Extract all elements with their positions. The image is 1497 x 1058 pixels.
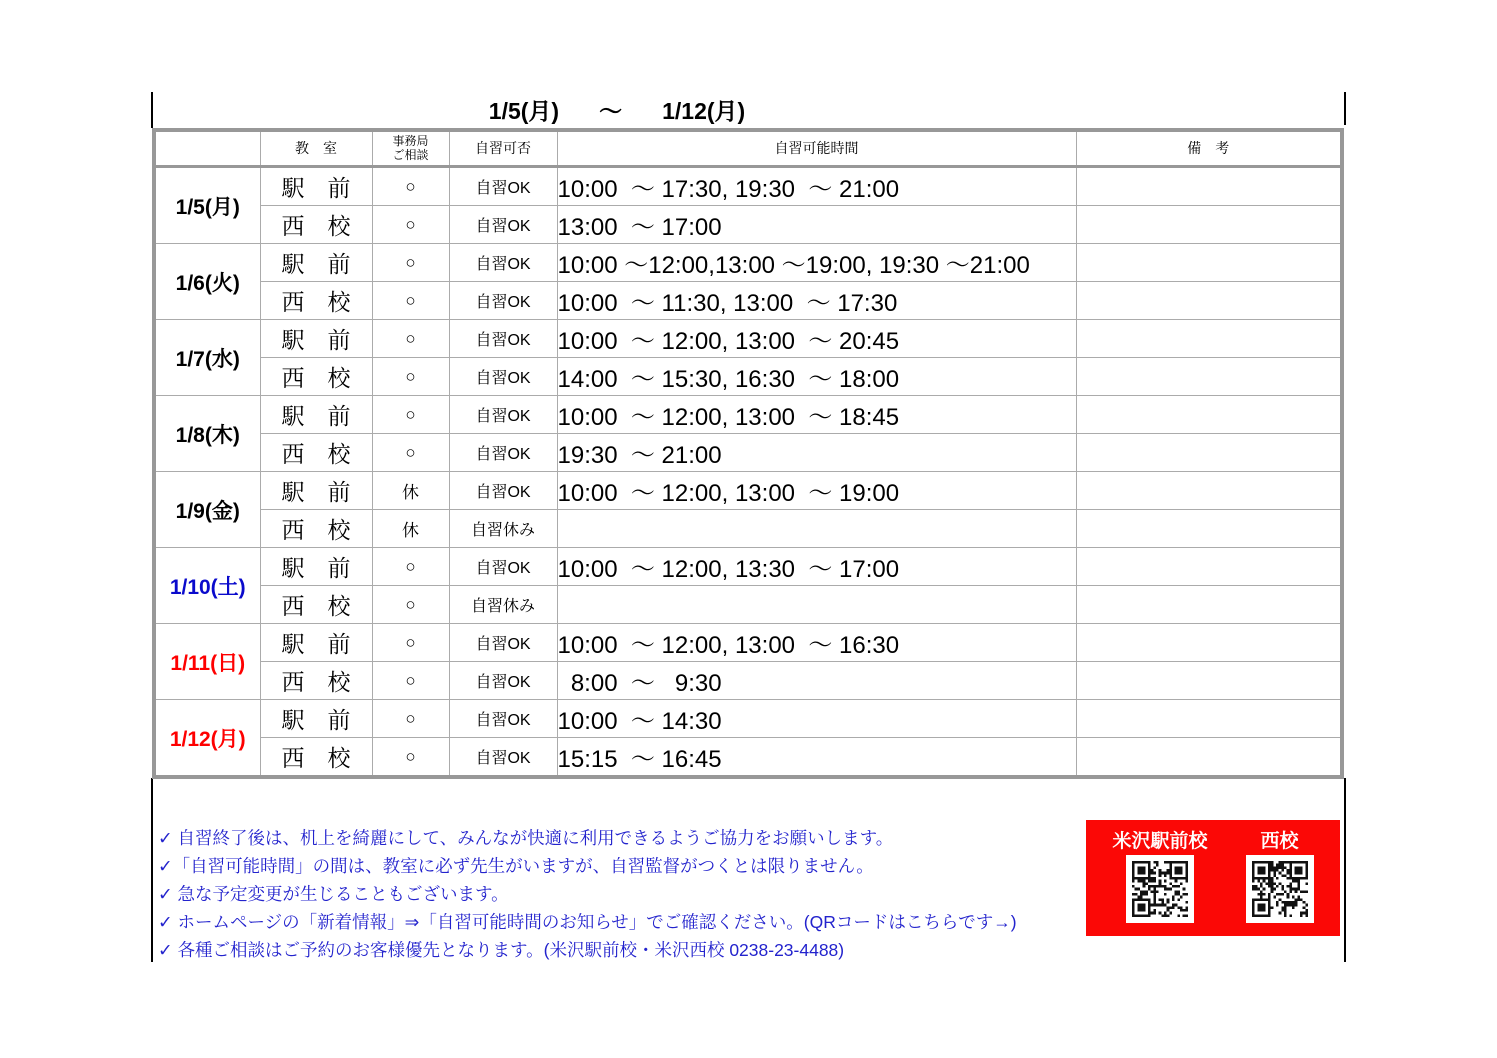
office-cell: ○ — [372, 358, 449, 396]
avail-cell: 自習OK — [449, 206, 557, 244]
table-row — [154, 434, 1342, 472]
office-cell: ○ — [372, 738, 449, 778]
office-cell: ○ — [372, 244, 449, 282]
date-cell: 1/7(水) — [154, 320, 260, 396]
office-cell: ○ — [372, 434, 449, 472]
room-cell: 西 校 — [260, 434, 372, 472]
avail-cell: 自習OK — [449, 282, 557, 320]
times-cell — [557, 624, 1076, 662]
room-cell: 駅 前 — [260, 548, 372, 586]
date-cell: 1/6(火) — [154, 244, 260, 320]
room-cell: 西 校 — [260, 586, 372, 624]
times-cell — [557, 244, 1076, 282]
table-row — [154, 167, 1342, 206]
avail-cell: 自習OK — [449, 472, 557, 510]
times-text: 10:00 ～ 14:30 — [557, 708, 722, 735]
office-cell: 休 — [372, 510, 449, 548]
times-text: 10:00 ～ 11:30, 13:00 ～ 17:30 — [557, 290, 898, 317]
office-cell: ○ — [372, 700, 449, 738]
remarks-cell — [1076, 738, 1342, 778]
qr-code — [1126, 855, 1194, 923]
times-text: 10:00 ～ 17:30, 19:30 ～ 21:00 — [557, 176, 900, 203]
times-text: 10:00 ～ 12:00, 13:00 ～ 20:45 — [557, 328, 900, 355]
table-row — [154, 282, 1342, 320]
remarks-cell — [1076, 510, 1342, 548]
table-row — [154, 472, 1342, 510]
qr-column — [1112, 820, 1207, 936]
office-cell: ○ — [372, 320, 449, 358]
header-row — [154, 130, 1342, 167]
date-cell: 1/10(土) — [154, 548, 260, 624]
qr-panel — [1086, 820, 1340, 936]
note-line: ✓ 自習終了後は、机上を綺麗にして、みんなが快適に利用できるようご協力をお願いします。 — [158, 828, 894, 848]
col-header-office — [372, 130, 449, 167]
times-cell — [557, 586, 1076, 624]
times-cell — [557, 700, 1076, 738]
date-range-title — [377, 94, 857, 124]
times-text: 10:00 ～ 12:00, 13:00 ～ 18:45 — [557, 404, 900, 431]
date-cell: 1/5(月) — [154, 167, 260, 244]
times-cell — [557, 167, 1076, 206]
avail-cell: 自習OK — [449, 434, 557, 472]
date-range-start: 1/5(月) — [488, 97, 560, 124]
times-text: 10:00 ～ 12:00, 13:00 ～ 19:00 — [557, 480, 900, 507]
room-cell: 駅 前 — [260, 167, 372, 206]
office-cell: ○ — [372, 624, 449, 662]
table-row — [154, 624, 1342, 662]
note-line: ✓ 各種ご相談はご予約のお客様優先となります。(米沢駅前校・米沢西校 0238-23-4488) — [158, 940, 845, 960]
office-cell: ○ — [372, 662, 449, 700]
tilde-separator: ～ — [599, 97, 623, 124]
office-cell: ○ — [372, 167, 449, 206]
notes-list — [158, 824, 1017, 964]
table-row — [154, 700, 1342, 738]
page-boundary-line — [1344, 778, 1346, 962]
room-cell: 西 校 — [260, 358, 372, 396]
room-cell: 駅 前 — [260, 624, 372, 662]
qr-label: 米沢駅前校 — [1112, 831, 1208, 852]
table-row — [154, 510, 1342, 548]
schedule-table — [152, 128, 1344, 779]
col-header-avail: 自習可否 — [449, 130, 557, 167]
qr-label: 西校 — [1260, 831, 1299, 852]
page-boundary-line — [151, 92, 153, 128]
times-text: 14:00 ～ 15:30, 16:30 ～ 18:00 — [557, 366, 900, 393]
table-row — [154, 206, 1342, 244]
date-cell: 1/8(木) — [154, 396, 260, 472]
remarks-cell — [1076, 282, 1342, 320]
times-text: 13:00 ～ 17:00 — [557, 214, 722, 241]
remarks-cell — [1076, 586, 1342, 624]
table-row — [154, 662, 1342, 700]
col-header-remarks: 備 考 — [1076, 130, 1342, 167]
col-header-office-line1: 事務局 — [392, 134, 429, 149]
office-cell: ○ — [372, 282, 449, 320]
table-row — [154, 738, 1342, 778]
room-cell: 駅 前 — [260, 472, 372, 510]
room-cell: 西 校 — [260, 206, 372, 244]
col-header-times: 自習可能時間 — [557, 130, 1076, 167]
qr-column — [1246, 820, 1314, 936]
times-text: 10:00 ～ 12:00, 13:00 ～ 16:30 — [557, 632, 900, 659]
col-header-room: 教 室 — [260, 130, 372, 167]
avail-cell: 自習OK — [449, 662, 557, 700]
remarks-cell — [1076, 700, 1342, 738]
avail-cell: 自習休み — [449, 510, 557, 548]
avail-cell: 自習OK — [449, 167, 557, 206]
room-cell: 西 校 — [260, 510, 372, 548]
date-cell: 1/11(日) — [154, 624, 260, 700]
note-line: ✓「自習可能時間」の間は、教室に必ず先生がいますが、自習監督がつくとは限りません。 — [158, 856, 874, 876]
room-cell: 駅 前 — [260, 700, 372, 738]
times-text: 8:00 ～ 9:30 — [557, 670, 722, 697]
remarks-cell — [1076, 472, 1342, 510]
date-cell: 1/12(月) — [154, 700, 260, 778]
avail-cell: 自習OK — [449, 320, 557, 358]
remarks-cell — [1076, 624, 1342, 662]
times-cell — [557, 738, 1076, 778]
remarks-cell — [1076, 320, 1342, 358]
room-cell: 西 校 — [260, 662, 372, 700]
avail-cell: 自習OK — [449, 358, 557, 396]
remarks-cell — [1076, 167, 1342, 206]
note-line: ✓ 急な予定変更が生じることもございます。 — [158, 884, 509, 904]
remarks-cell — [1076, 548, 1342, 586]
avail-cell: 自習OK — [449, 396, 557, 434]
avail-cell: 自習OK — [449, 700, 557, 738]
table-row — [154, 586, 1342, 624]
remarks-cell — [1076, 396, 1342, 434]
qr-code — [1246, 855, 1314, 923]
times-cell — [557, 206, 1076, 244]
room-cell: 西 校 — [260, 282, 372, 320]
room-cell: 西 校 — [260, 738, 372, 778]
times-text: 10:00 ～12:00,13:00 ～19:00, 19:30 ～21:00 — [557, 252, 1030, 279]
date-range-end: 1/12(月) — [662, 97, 746, 124]
remarks-cell — [1076, 206, 1342, 244]
col-header-office-line2: ご相談 — [392, 147, 429, 162]
times-text: 19:30 ～ 21:00 — [557, 442, 722, 469]
room-cell: 駅 前 — [260, 244, 372, 282]
times-cell — [557, 434, 1076, 472]
times-cell — [557, 282, 1076, 320]
avail-cell: 自習OK — [449, 738, 557, 778]
room-cell: 駅 前 — [260, 396, 372, 434]
times-text: 10:00 ～ 12:00, 13:30 ～ 17:00 — [557, 556, 900, 583]
table-row — [154, 548, 1342, 586]
table-row — [154, 396, 1342, 434]
date-cell: 1/9(金) — [154, 472, 260, 548]
room-cell: 駅 前 — [260, 320, 372, 358]
times-text: 15:15 ～ 16:45 — [557, 746, 722, 773]
office-cell: ○ — [372, 548, 449, 586]
times-cell — [557, 396, 1076, 434]
note-line: ✓ ホームページの「新着情報」⇒「自習可能時間のお知らせ」でご確認ください。(QRコードはこちらです→) — [158, 912, 1017, 932]
times-cell — [557, 548, 1076, 586]
office-cell: ○ — [372, 586, 449, 624]
remarks-cell — [1076, 244, 1342, 282]
remarks-cell — [1076, 662, 1342, 700]
office-cell: ○ — [372, 396, 449, 434]
times-cell — [557, 358, 1076, 396]
office-cell: 休 — [372, 472, 449, 510]
avail-cell: 自習OK — [449, 548, 557, 586]
remarks-cell — [1076, 434, 1342, 472]
avail-cell: 自習OK — [449, 624, 557, 662]
times-cell — [557, 472, 1076, 510]
avail-cell: 自習OK — [449, 244, 557, 282]
times-cell — [557, 510, 1076, 548]
col-header-date — [154, 130, 260, 167]
table-row — [154, 320, 1342, 358]
remarks-cell — [1076, 358, 1342, 396]
office-cell: ○ — [372, 206, 449, 244]
table-row — [154, 244, 1342, 282]
avail-cell: 自習休み — [449, 586, 557, 624]
times-cell — [557, 320, 1076, 358]
times-cell — [557, 662, 1076, 700]
page-boundary-line — [1344, 92, 1346, 125]
page-boundary-line — [151, 778, 153, 962]
table-row — [154, 358, 1342, 396]
